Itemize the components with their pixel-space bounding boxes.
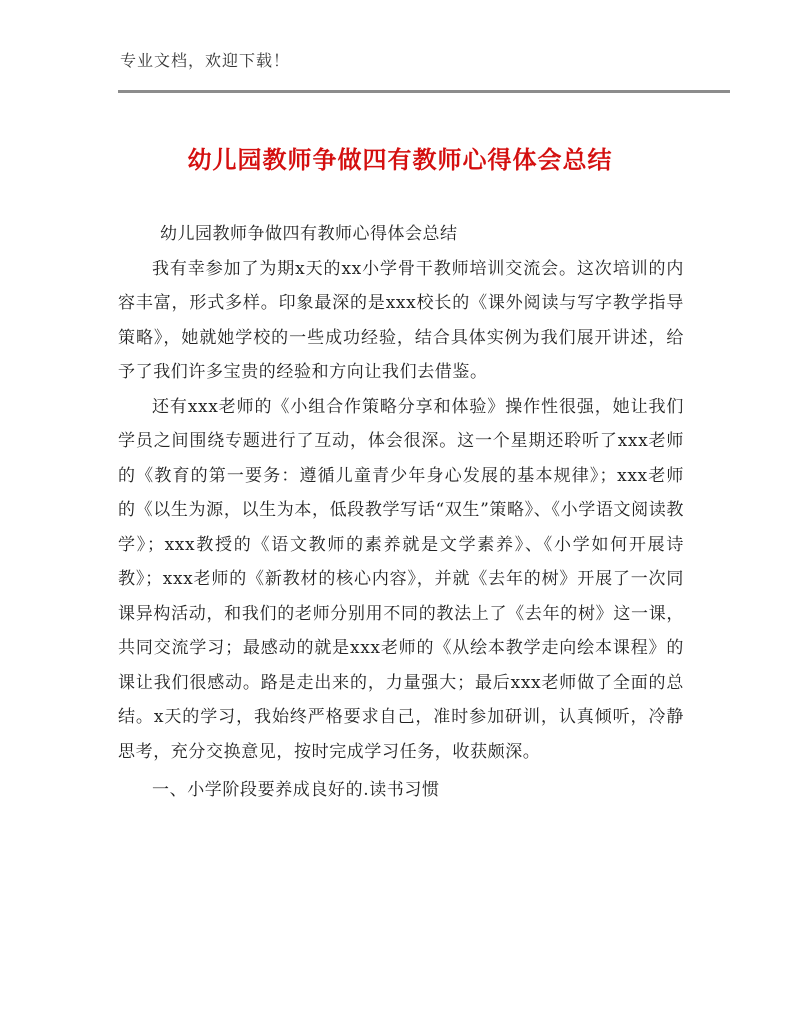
paragraph-2: 还有xxx老师的《小组合作策略分享和体验》操作性很强，她让我们学员之间围绕专题进行了互动，体会很深。这一个星期还聆听了xxx老师的《教育的第一要务：遵循儿童青少年身心发展的基本规律》；xxx老师的《以生为源，以生为本，低段教学写话“双生”策略》、《小学语文阅读教学》；xxx教授的《语文教师的素养就是文学素养》、《小学如何开展诗教》；xxx老师的《新教材的核心内容》，并就《去年的树》开展了一次同课异构活动，和我们的老师分别用不同的教法上了《去年的树》这一课，共同交流学习；最感动的就是xxx老师的《从绘本教学走向绘本课程》的课让我们很感动。路是走出来的，力量强大；最后xxx老师做了全面的总结。x天的学习，我始终严格要求自己，准时参加研训，认真倾听，冷静思考，充分交换意见，按时完成学习任务，收获颇深。: [118, 396, 684, 762]
document-body: [118, 217, 684, 808]
document-subtitle: 幼儿园教师争做四有教师心得体会总结: [160, 224, 458, 244]
header-divider: [118, 90, 730, 93]
header-note: 专业文档，欢迎下载！: [120, 51, 291, 70]
paragraph-1: 我有幸参加了为期x天的xx小学骨干教师培训交流会。这次培训的内容丰富，形式多样。印象最深的是xxx校长的《课外阅读与写字教学指导策略》，她就她学校的一些成功经验，结合具体实例为我们展开讲述，给予了我们许多宝贵的经验和方向让我们去借鉴。: [118, 258, 684, 382]
document-title: 幼儿园教师争做四有教师心得体会总结: [187, 146, 613, 174]
section-heading: 一、小学阶段要养成良好的.读书习惯: [152, 780, 440, 800]
